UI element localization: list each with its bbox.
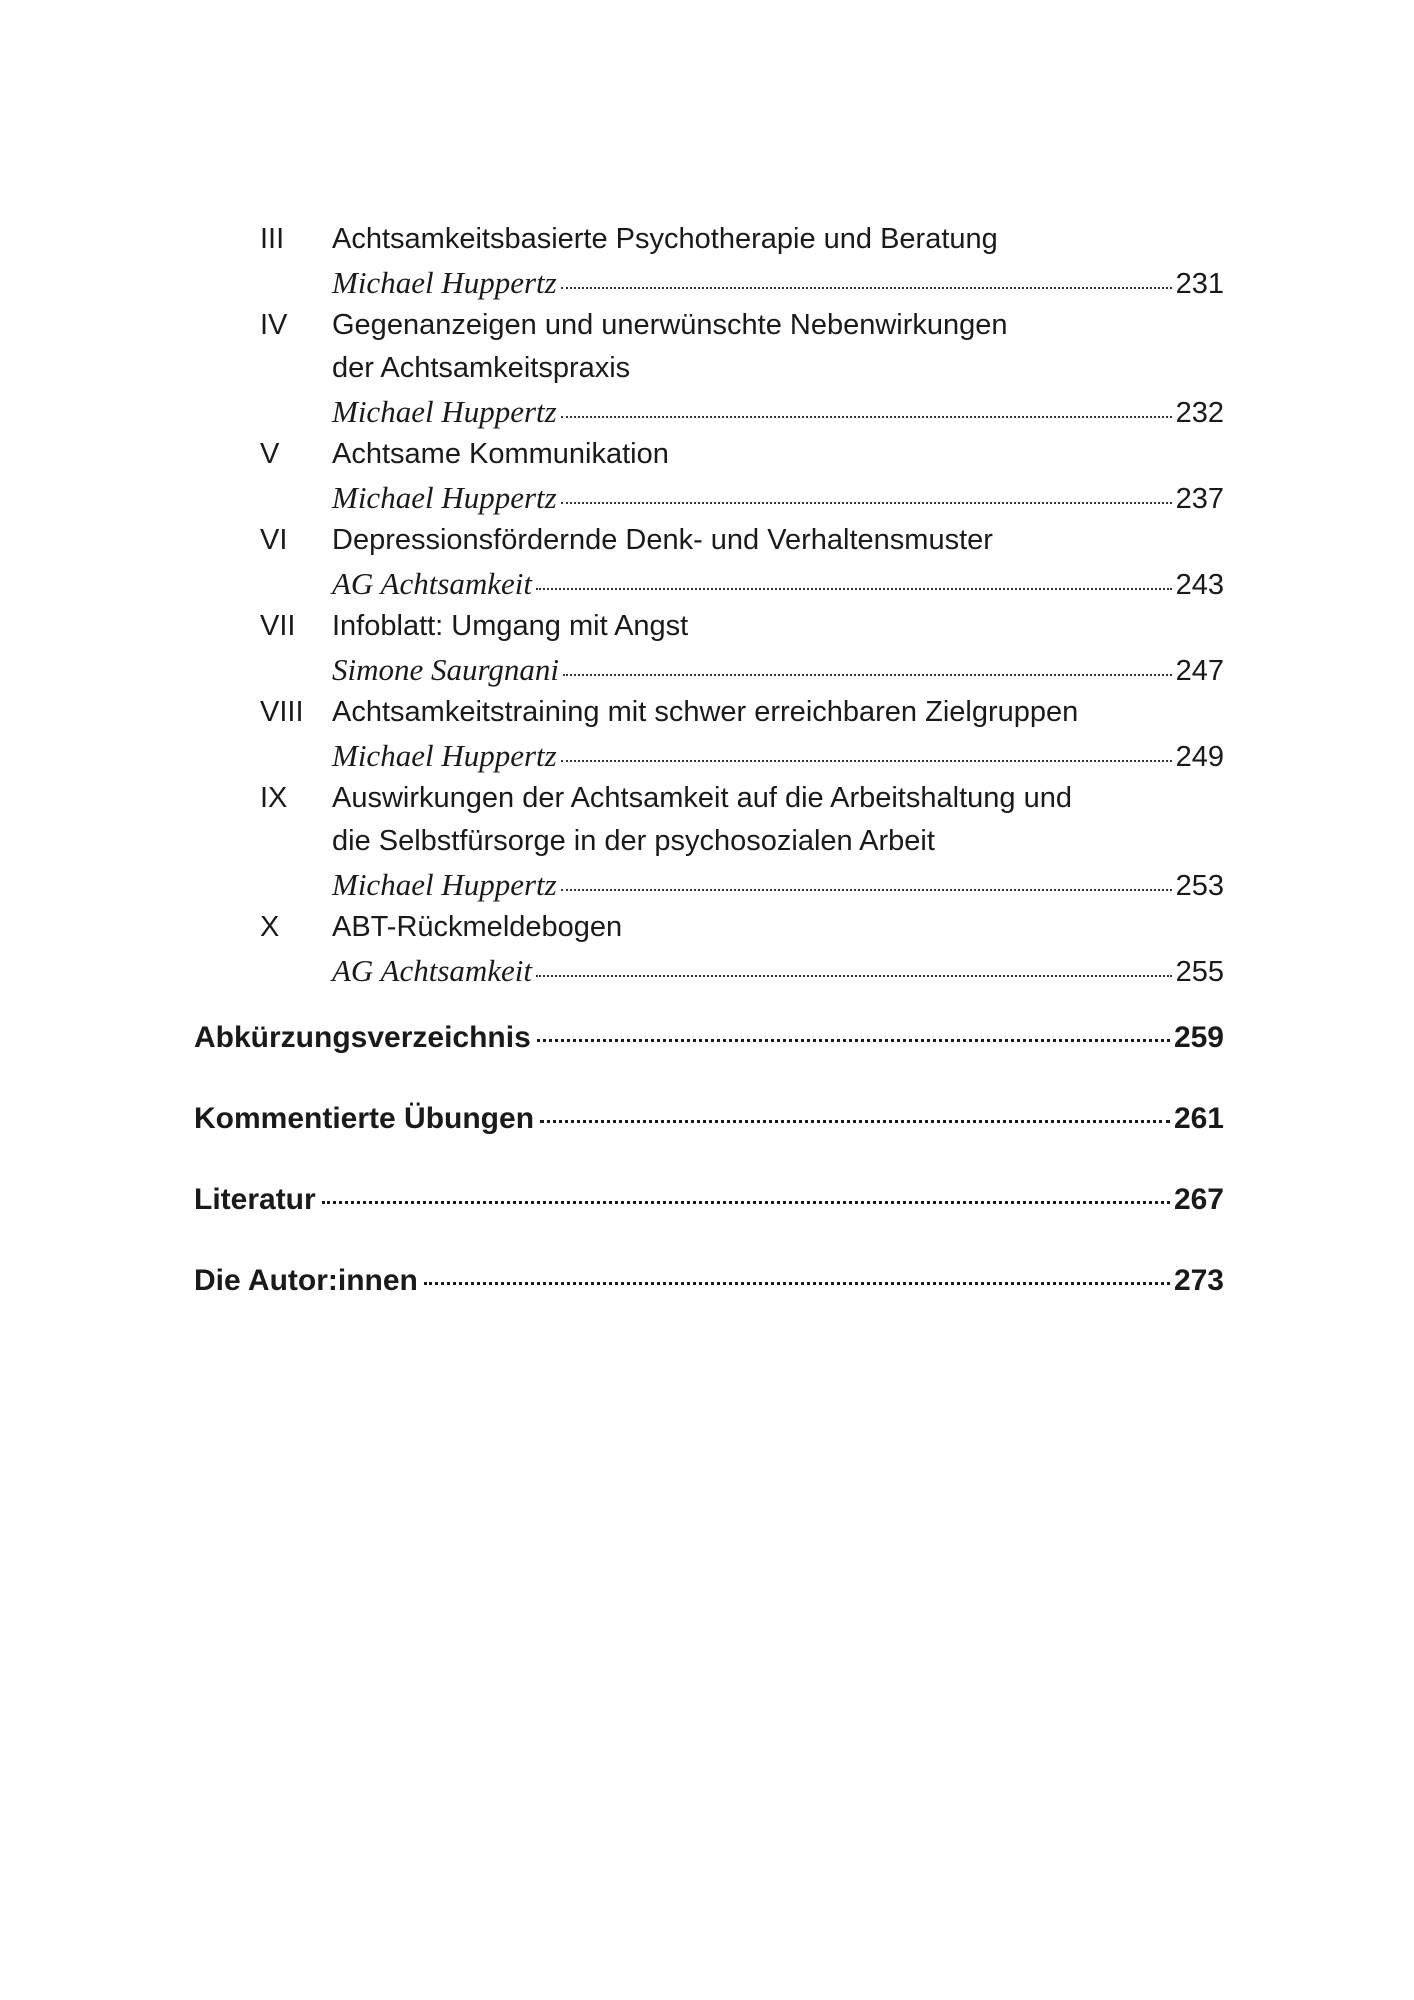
entry-title xyxy=(332,304,1224,390)
entry-page-number: 237 xyxy=(1175,483,1224,515)
entry-numeral: X xyxy=(260,911,280,943)
entry-page-number: 231 xyxy=(1175,268,1224,300)
entry-title-line: die Selbstfürsorge in der psychosozialen Arbeit xyxy=(332,825,935,857)
toc-main-entry[interactable] xyxy=(194,1261,1224,1342)
entry-body xyxy=(332,218,1224,304)
toc-entry[interactable] xyxy=(260,906,1224,992)
dot-leader xyxy=(561,889,1172,891)
main-entry-page-number: 261 xyxy=(1173,1102,1224,1135)
entry-author-row xyxy=(332,261,1224,304)
entry-title xyxy=(332,433,1224,476)
entry-page-number: 255 xyxy=(1175,956,1224,988)
entry-author-row xyxy=(332,734,1224,777)
entry-title xyxy=(332,691,1224,734)
entry-author: Michael Huppertz xyxy=(332,480,557,515)
dot-leader xyxy=(536,588,1172,590)
main-entry-title: Literatur xyxy=(194,1183,316,1216)
entry-title xyxy=(332,605,1224,648)
entry-author-row xyxy=(332,949,1224,992)
entry-title xyxy=(332,906,1224,949)
dot-leader xyxy=(424,1282,1170,1285)
entry-author: AG Achtsamkeit xyxy=(332,953,533,988)
dot-leader xyxy=(561,416,1172,418)
entry-page-number: 247 xyxy=(1175,655,1224,687)
entry-author: Michael Huppertz xyxy=(332,738,557,773)
entry-body xyxy=(332,691,1224,777)
dot-leader xyxy=(322,1201,1170,1204)
entry-title xyxy=(332,777,1224,863)
toc-main-entry[interactable] xyxy=(194,1099,1224,1180)
main-entry-page-number: 259 xyxy=(1173,1021,1224,1054)
entry-author: Michael Huppertz xyxy=(332,867,557,902)
toc-entry[interactable] xyxy=(260,777,1224,906)
toc-entry[interactable] xyxy=(260,519,1224,605)
entry-body xyxy=(332,304,1224,433)
entry-title-line: Gegenanzeigen und unerwünschte Nebenwirkungen xyxy=(332,309,1008,341)
main-entry-list xyxy=(194,1018,1224,1342)
entry-numeral: VII xyxy=(260,610,296,642)
entry-page-number: 243 xyxy=(1175,569,1224,601)
entry-numeral: III xyxy=(260,223,285,255)
entry-numeral: IV xyxy=(260,309,288,341)
entry-author-row xyxy=(332,648,1224,691)
entry-author-row xyxy=(332,863,1224,906)
entry-body xyxy=(332,906,1224,992)
entry-page-number: 232 xyxy=(1175,397,1224,429)
toc-entry[interactable] xyxy=(260,691,1224,777)
entry-author-row xyxy=(332,562,1224,605)
appendix-entry-list xyxy=(260,218,1224,992)
toc-entry[interactable] xyxy=(260,433,1224,519)
dot-leader xyxy=(537,1039,1170,1042)
main-entry-page-number: 273 xyxy=(1173,1264,1224,1297)
toc-entry[interactable] xyxy=(260,605,1224,691)
dot-leader xyxy=(561,502,1172,504)
toc-main-entry[interactable] xyxy=(194,1018,1224,1099)
dot-leader xyxy=(561,760,1172,762)
entry-title-line: Depressionsfördernde Denk- und Verhaltensmuster xyxy=(332,524,993,556)
entry-body xyxy=(332,433,1224,519)
entry-numeral: VIII xyxy=(260,696,304,728)
entry-author-row xyxy=(332,390,1224,433)
main-entry-page-number: 267 xyxy=(1173,1183,1224,1216)
entry-title xyxy=(332,218,1224,261)
dot-leader xyxy=(561,287,1172,289)
dot-leader xyxy=(540,1120,1170,1123)
entry-page-number: 253 xyxy=(1175,870,1224,902)
entry-title-line: Auswirkungen der Achtsamkeit auf die Arbeitshaltung und xyxy=(332,782,1072,814)
entry-body xyxy=(332,605,1224,691)
toc-main-entry[interactable] xyxy=(194,1180,1224,1261)
entry-author: Simone Saurgnani xyxy=(332,652,560,687)
entry-numeral: IX xyxy=(260,782,288,814)
entry-author-row xyxy=(332,476,1224,519)
entry-title-line: der Achtsamkeitspraxis xyxy=(332,352,631,384)
entry-title-line: ABT-Rückmeldebogen xyxy=(332,911,623,943)
entry-title-line: Achtsamkeitstraining mit schwer erreichbaren Zielgruppen xyxy=(332,696,1079,728)
entry-page-number: 249 xyxy=(1175,741,1224,773)
main-entry-title: Die Autor:innen xyxy=(194,1264,418,1297)
entry-body xyxy=(332,777,1224,906)
entry-body xyxy=(332,519,1224,605)
entry-author: Michael Huppertz xyxy=(332,265,557,300)
toc-entry[interactable] xyxy=(260,218,1224,304)
entry-numeral: V xyxy=(260,438,280,470)
entry-title xyxy=(332,519,1224,562)
entry-author: Michael Huppertz xyxy=(332,394,557,429)
dot-leader xyxy=(563,674,1172,676)
main-entry-title: Kommentierte Übungen xyxy=(194,1102,535,1135)
entry-title-line: Infoblatt: Umgang mit Angst xyxy=(332,610,689,642)
toc-entry[interactable] xyxy=(260,304,1224,433)
main-entry-title: Abkürzungsverzeichnis xyxy=(194,1021,531,1054)
entry-numeral: VI xyxy=(260,524,288,556)
entry-title-line: Achtsame Kommunikation xyxy=(332,438,669,470)
entry-author: AG Achtsamkeit xyxy=(332,566,533,601)
dot-leader xyxy=(536,975,1172,977)
entry-title-line: Achtsamkeitsbasierte Psychotherapie und Beratung xyxy=(332,223,998,255)
